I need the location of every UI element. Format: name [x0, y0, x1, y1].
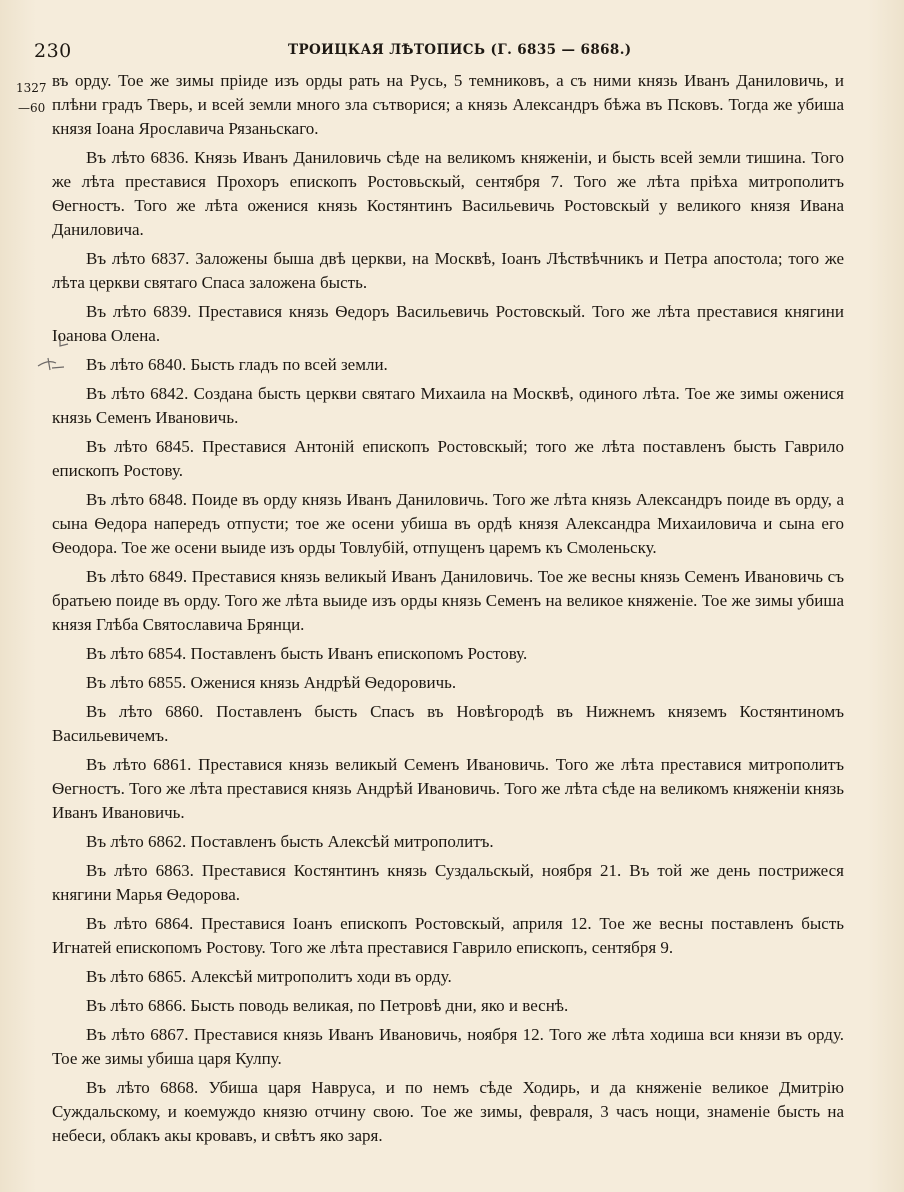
paragraph: Въ лѣто 6868. Убиша царя Навруса, и по немъ сѣде Ходирь, и да княженіе великое Дмитрію Суждальскому, и коемуждо князю отчину свою. Тое же зимы, февраля, 3 часъ нощи, знаменіе бысть на небеси, облакъ акы кровавъ, и свѣтъ яко заря.	[52, 1078, 844, 1145]
margin-year-range	[16, 78, 56, 118]
paragraph: въ орду. Тое же зимы пріиде изъ орды рать на Русь, 5 темниковъ, а съ ними князь Иванъ Даниловичь, и плѣни градъ Тверь, и всей земли много зла сътворися; а князь Александръ бѣжа въ Псковъ. Тогда же убиша князя Іоана Ярославича Рязаньскаго.	[52, 71, 844, 138]
paragraph: Въ лѣто 6866. Бысть поводь великая, по Петровѣ дни, яко и веснѣ.	[86, 996, 569, 1015]
page-header	[0, 38, 904, 64]
paragraph: Въ лѣто 6865. Алексѣй митрополитъ ходи въ орду.	[86, 967, 452, 986]
chronicle-text	[52, 69, 844, 1153]
paragraph: Въ лѣто 6842. Создана бысть церкви святаго Михаила на Москвѣ, одиного лѣта. Тое же зимы оженися князь Семенъ Ивановичь.	[52, 384, 844, 427]
paragraph: Въ лѣто 6862. Поставленъ бысть Алексѣй митрополитъ.	[86, 832, 494, 851]
paragraph: Въ лѣто 6860. Поставленъ бысть Спасъ въ Новѣгородѣ въ Нижнемъ княземъ Костянтиномъ Васильевичемъ.	[52, 702, 844, 745]
paragraph: Въ лѣто 6840. Бысть гладъ по всей земли.	[86, 355, 388, 374]
paragraph: Въ лѣто 6867. Преставися князь Иванъ Ивановичь, ноября 12. Того же лѣта ходиша вси князи въ орду. Тое же зимы убиша царя Кулпу.	[52, 1025, 844, 1068]
paragraph: Въ лѣто 6836. Князь Иванъ Даниловичь сѣде на великомъ княженіи, и бысть всей земли тишина. Того же лѣта преставися Прохоръ епископъ Ростовьскый, сентября 7. Того же лѣта пріѣха митрополитъ Ѳегностъ. Того же лѣта оженися князь Костянтинъ Васильевичь Ростовскый у великого князя Ивана Даниловича.	[52, 148, 844, 239]
paragraph: Въ лѣто 6845. Преставися Антоній епископъ Ростовскый; того же лѣта поставленъ бысть Гаврило епископъ Ростову.	[52, 437, 844, 480]
paragraph: Въ лѣто 6839. Преставися князь Ѳедоръ Васильевичь Ростовскый. Того же лѣта преставися княгини Іоанова Олена.	[52, 302, 844, 345]
running-title: ТРОИЦКАЯ ЛѢТОПИСЬ (Г. 6835 — 6868.)	[288, 42, 632, 58]
page-number: 230	[34, 40, 72, 62]
paragraph: Въ лѣто 6855. Оженися князь Андрѣй Ѳедоровичь.	[86, 673, 457, 692]
margin-year-end: —60	[18, 101, 46, 115]
paragraph: Въ лѣто 6849. Преставися князь великый Иванъ Даниловичь. Тое же весны князь Семенъ Ивановичь съ братьею поиде въ орду. Того же лѣта выиде изъ орды князь Семенъ на великое княженіе. Тое же зимы убиша князя Глѣба Святославича Брянци.	[52, 567, 844, 634]
paragraph: Въ лѣто 6837. Заложены быша двѣ церкви, на Москвѣ, Іоанъ Лѣствѣчникъ и Петра апостола; того же лѣта церкви святаго Спаса заложена бысть.	[52, 249, 844, 292]
paragraph: Въ лѣто 6863. Преставися Костянтинъ князь Суздальскый, ноября 21. Въ той же день пострижеся княгини Марья Ѳедорова.	[52, 861, 844, 904]
paragraph: Въ лѣто 6854. Поставленъ бысть Иванъ епископомъ Ростову.	[86, 644, 528, 663]
margin-year-start: 1327	[16, 81, 47, 95]
paragraph: Въ лѣто 6848. Поиде въ орду князь Иванъ Даниловичь. Того же лѣта князь Александръ поиде въ орду, а сына Ѳедора напередъ отпусти; тое же осени убиша въ ордѣ князя Александра Михаиловича и сына его Ѳеодора. Тое же осени выиде изъ орды Товлубій, отпущенъ царемъ къ Смоленьску.	[52, 490, 844, 557]
paragraph: Въ лѣто 6861. Преставися князь великый Семенъ Ивановичь. Того же лѣта преставися митрополитъ Ѳегностъ. Того же лѣта преставися князь Андрѣй Ивановичь. Того же лѣта сѣде на великомъ княженіи князь Иванъ Ивановичь.	[52, 755, 844, 822]
paragraph: Въ лѣто 6864. Преставися Іоанъ епископъ Ростовскый, априля 12. Тое же весны поставленъ бысть Игнатей епископомъ Ростову. Того же лѣта преставися Гаврило епископъ, сентября 9.	[52, 914, 844, 957]
